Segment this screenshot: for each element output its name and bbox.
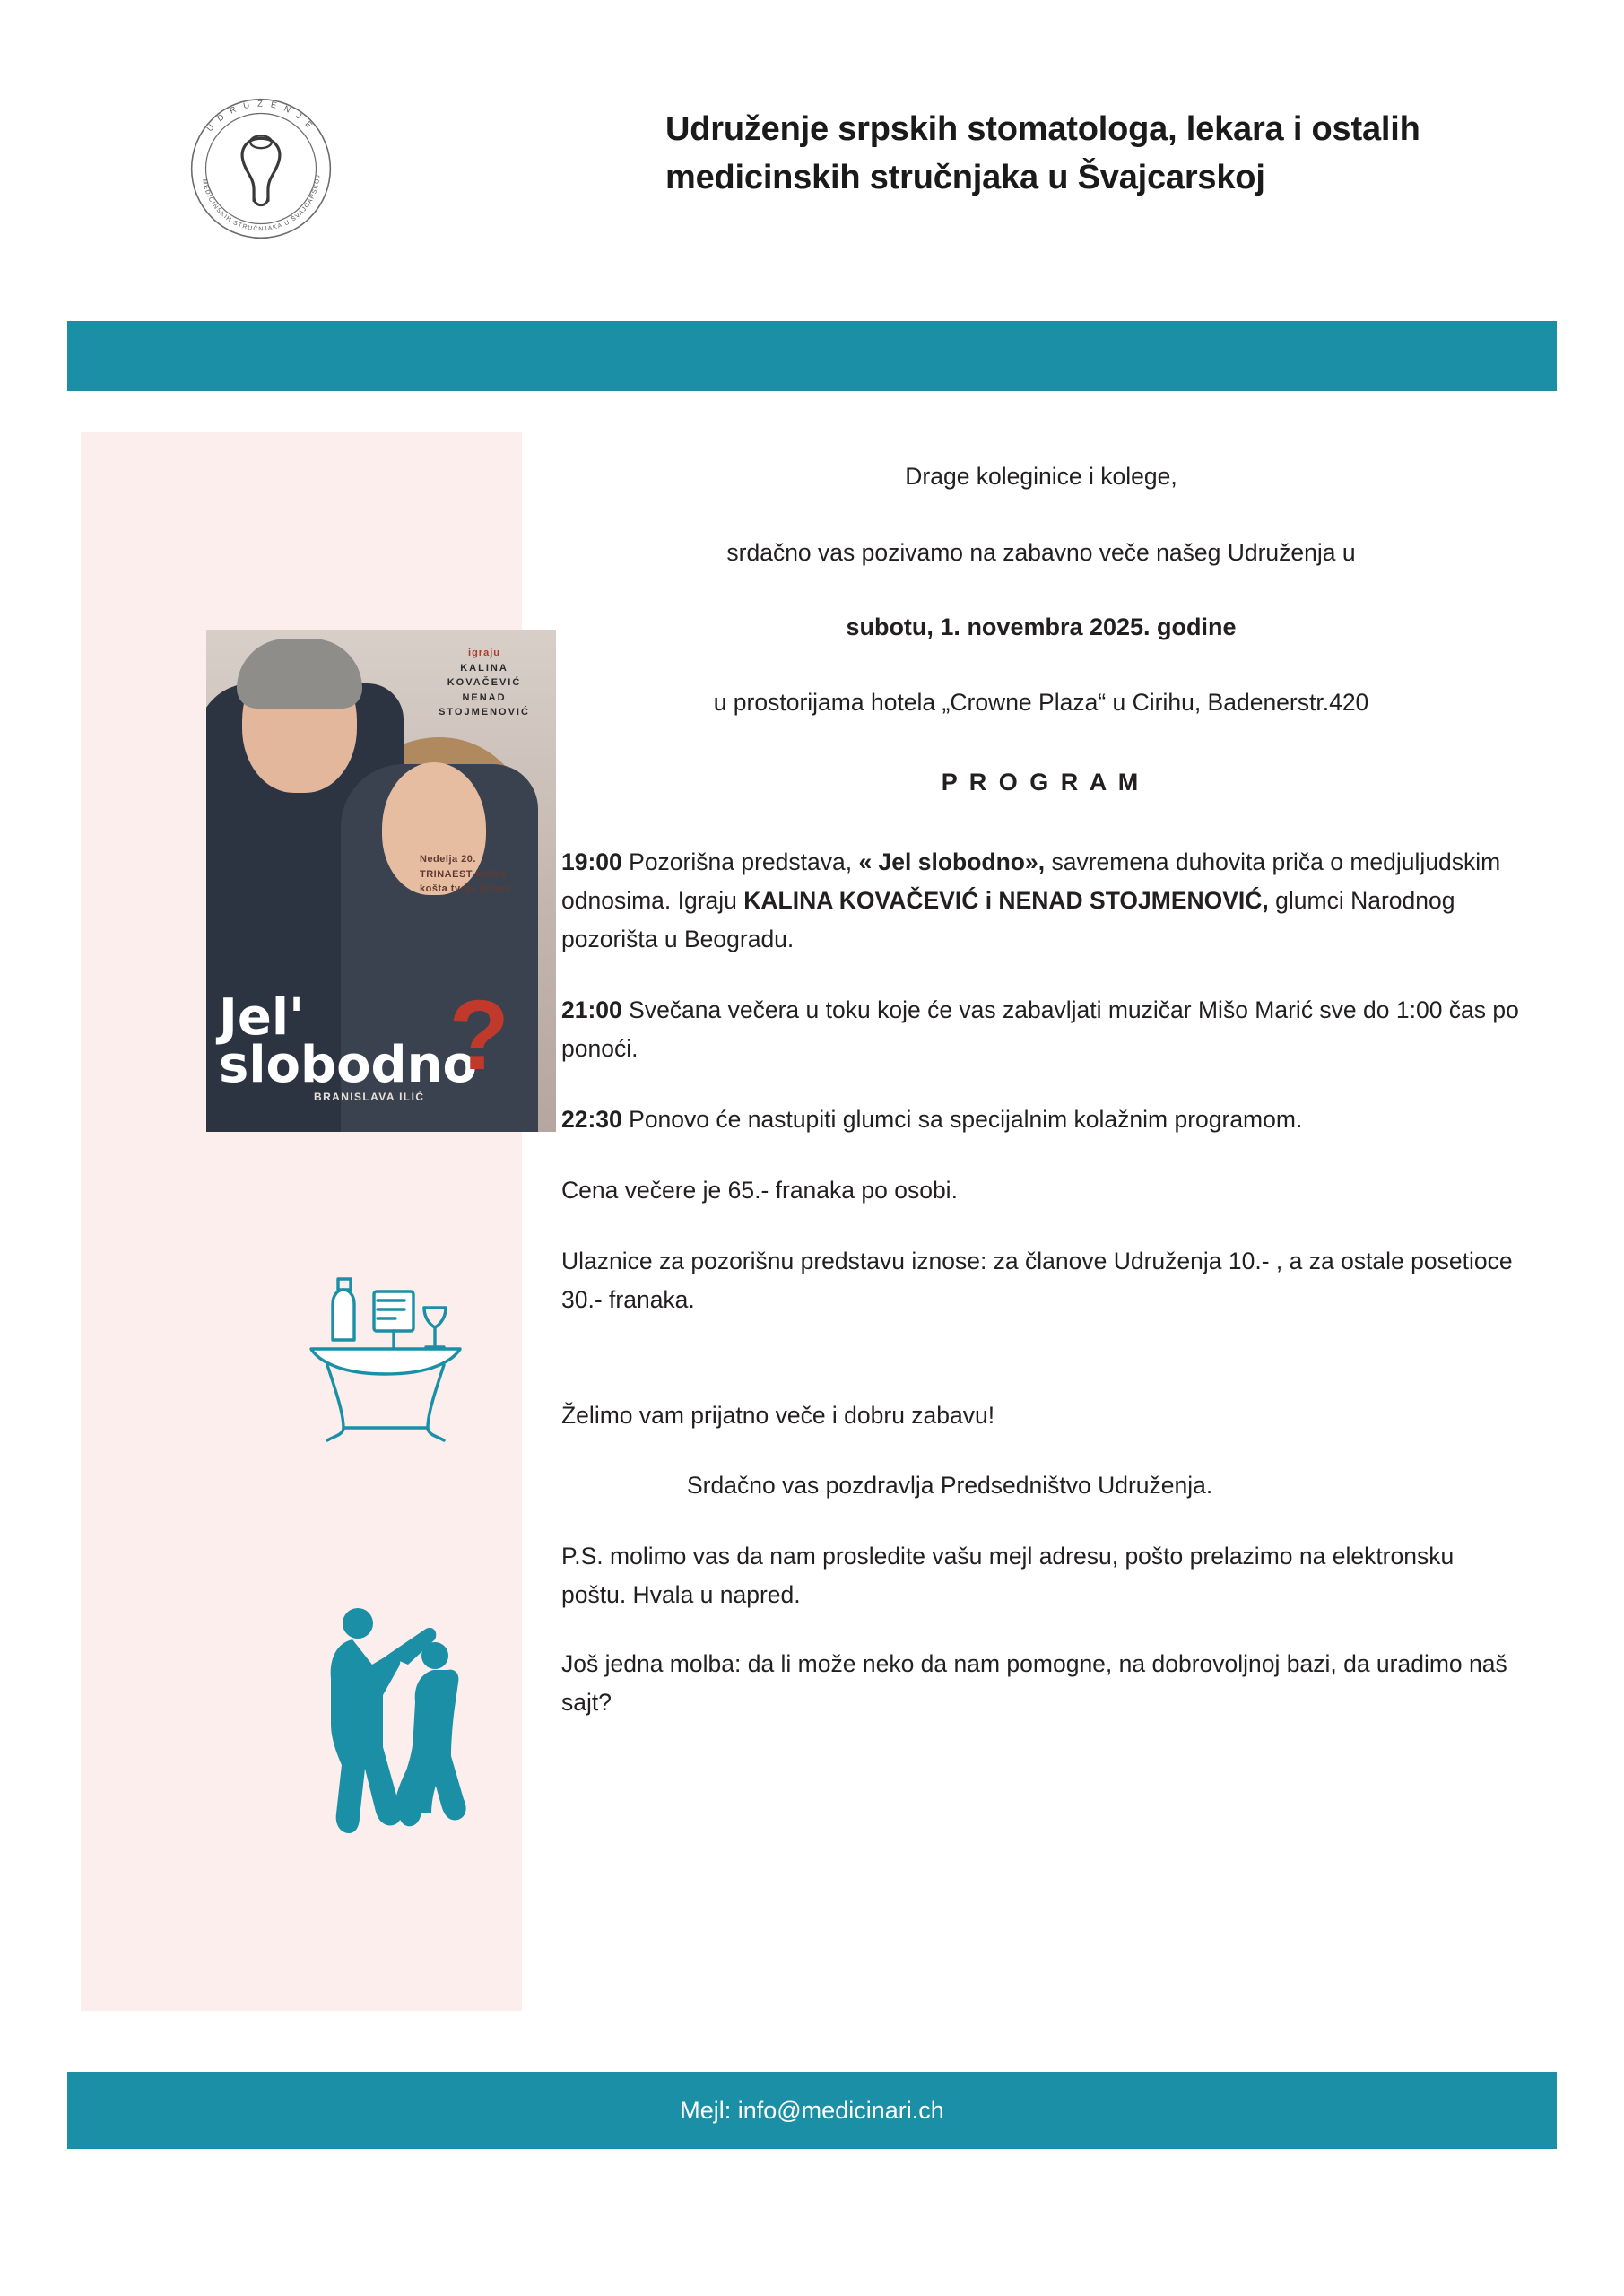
program-item-1-text-3: glumci Narodnog pozorišta u Beogradu.: [561, 887, 1455, 953]
play-poster-image: [206, 630, 556, 1132]
program-item-2-text: Svečana večera u toku koje će vas zabavljati muzičar Mišo Marić sve do 1:00 čas po ponoći.: [561, 996, 1519, 1062]
program-item-1-time: 19:00: [561, 848, 622, 876]
ticket-price-text: Ulaznice za pozorišnu predstavu iznose: za članove Udruženja 10.- , a za ostale posetioce 30.- franaka.: [561, 1247, 1513, 1313]
event-date: subotu, 1. novembra 2025. godine: [846, 613, 1237, 640]
header-accent-bar: [67, 321, 1557, 391]
poster-side-text: Nedelja 20. TRINAEST koliko košta tvoja ljubav: [420, 854, 511, 894]
signature-text: Srdačno vas pozdravlja Predsedništvo Udruženja.: [687, 1472, 1213, 1500]
program-item-3: [561, 1100, 1521, 1139]
greeting-text: Drage koleginice i kolege,: [905, 463, 1177, 490]
dinner-table-icon: [291, 1239, 480, 1446]
postscript-text: P.S. molimo vas da nam prosledite vašu mejl adresu, pošto prelazimo na elektronsku poštu. Hvala u napred.: [561, 1543, 1455, 1609]
poster-actor-2: NENAD STOJMENOVIĆ: [439, 691, 530, 718]
poster-title-line-2: slobodno: [219, 1035, 477, 1094]
poster-man-hair: [237, 639, 362, 709]
program-item-3-text: Ponovo će nastupiti glumci sa specijalnim kolažnim programom.: [621, 1105, 1303, 1133]
invitation-text: srdačno vas pozivamo na zabavno veče našeg Udruženja u: [726, 538, 1356, 566]
dancing-couple-icon: [300, 1589, 480, 1858]
dinner-price-text: Cena večere je 65.- franaka po osobi.: [561, 1176, 958, 1204]
volunteer-request-text: Još jedna molba: da li može neko da nam pomogne, na dobrovoljnoj bazi, da uradimo naš sajt?: [561, 1650, 1507, 1717]
poster-title-line-1: Jel': [219, 987, 305, 1047]
closing-wish-text: Želimo vam prijatno veče i dobru zabavu!: [561, 1401, 995, 1429]
poster-question-mark-icon: ?: [448, 980, 509, 1091]
poster-credits-label: igraju: [468, 648, 500, 658]
program-item-1-text-2: savremena duhovita priča o medjuljudskim odnosima. Igraju: [561, 848, 1501, 915]
program-heading: P R O G R A M: [941, 768, 1142, 796]
svg-text:U D R U Ž E N J E: U D R U Ž E N J E: [204, 98, 317, 134]
document-header: [0, 0, 1624, 314]
left-illustration-panel: [81, 432, 530, 2011]
poster-credits: [430, 646, 538, 720]
poster-author: BRANISLAVA ILIĆ: [314, 1091, 425, 1103]
program-item-1-text-1: Pozorišna predstava,: [621, 848, 859, 876]
footer-email[interactable]: Mejl: info@medicinari.ch: [680, 2096, 944, 2124]
program-item-1-play-title: « Jel slobodno»,: [858, 848, 1046, 876]
poster-actor-1: KALINA KOVAČEVIĆ: [447, 662, 522, 688]
program-item-1-actors: KALINA KOVAČEVIĆ i NENAD STOJMENOVIĆ,: [743, 887, 1269, 915]
program-item-2: [561, 991, 1521, 1068]
poster-title: [219, 987, 477, 1094]
page-title: Udruženje srpskih stomatologa, lekara i ostalih medicinskih stručnjaka u Švajcarskoj: [665, 110, 1420, 196]
association-logo: [154, 79, 377, 258]
svg-text:MEDICINSKIH STRUČNJAKA U ŠVAJC: MEDICINSKIH STRUČNJAKA U ŠVAJCARSKOJ: [201, 173, 322, 233]
seal-icon: [154, 79, 368, 258]
event-venue: u prostorijama hotela „Crowne Plaza“ u Cirihu, Badenerstr.420: [713, 688, 1369, 716]
program-item-1: [561, 843, 1521, 959]
program-item-3-time: 22:30: [561, 1105, 622, 1133]
program-item-2-time: 21:00: [561, 996, 622, 1023]
invitation-body: [561, 457, 1521, 1749]
